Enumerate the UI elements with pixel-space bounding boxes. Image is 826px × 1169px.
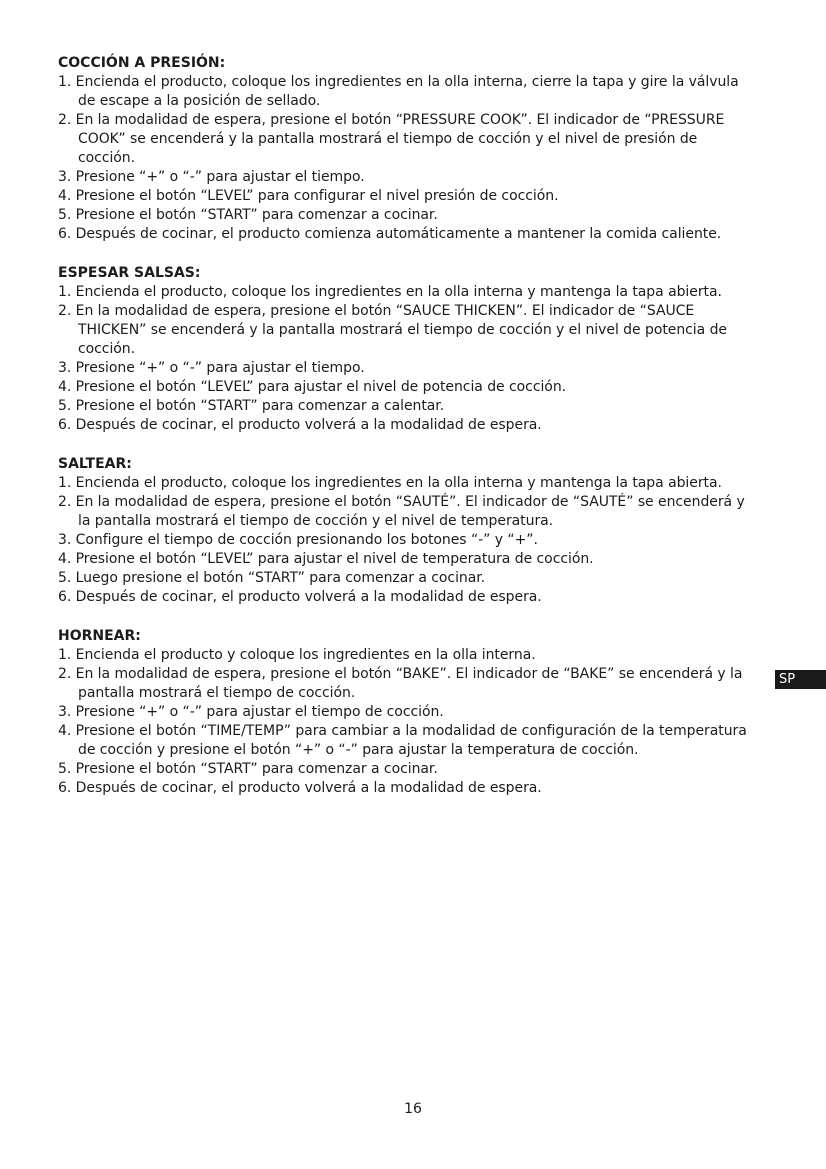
step-item: 6. Después de cocinar, el producto volverá a la modalidad de espera. [58, 589, 542, 605]
step-item: 2. En la modalidad de espera, presione el botón “BAKE”. El indicador de “BAKE” se encenderá y la pantalla mostrará el tiempo de cocción. [58, 666, 743, 701]
step-item: 2. En la modalidad de espera, presione el botón “SAUCE THICKEN”. El indicador de “SAUCE THICKEN” se encenderá y la pantalla mostrará el tiempo de cocción y el nivel de potencia de cocción. [58, 303, 727, 357]
steps-list [58, 474, 758, 607]
step-item: 3. Presione “+” o “-” para ajustar el tiempo de cocción. [58, 704, 444, 720]
section-heading: SALTEAR: [58, 456, 132, 472]
step-item: 6. Después de cocinar, el producto volverá a la modalidad de espera. [58, 417, 542, 433]
step-item: 6. Después de cocinar, el producto volverá a la modalidad de espera. [58, 780, 542, 796]
step-item: 1. Encienda el producto y coloque los ingredientes en la olla interna. [58, 647, 536, 663]
step-item: 3. Configure el tiempo de cocción presionando los botones “-” y “+”. [58, 532, 538, 548]
section-heading: HORNEAR: [58, 628, 141, 644]
step-item: 5. Luego presione el botón “START” para comenzar a cocinar. [58, 570, 486, 586]
page-number: 16 [404, 1101, 422, 1117]
step-item: 1. Encienda el producto, coloque los ingredientes en la olla interna y mantenga la tapa abierta. [58, 284, 722, 300]
step-item: 3. Presione “+” o “-” para ajustar el tiempo. [58, 360, 365, 376]
steps-list [58, 283, 758, 435]
section-heading: COCCIÓN A PRESIÓN: [58, 55, 226, 71]
steps-list [58, 73, 758, 244]
step-item: 1. Encienda el producto, coloque los ingredientes en la olla interna, cierre la tapa y gire la válvula de escape a la posición de sellado. [58, 74, 739, 109]
step-item: 1. Encienda el producto, coloque los ingredientes en la olla interna y mantenga la tapa abierta. [58, 475, 722, 491]
steps-list [58, 646, 758, 798]
step-item: 4. Presione el botón “LEVEL” para ajustar el nivel de potencia de cocción. [58, 379, 567, 395]
language-tab: SP [775, 670, 826, 689]
step-item: 3. Presione “+” o “-” para ajustar el tiempo. [58, 169, 365, 185]
step-item: 4. Presione el botón “LEVEL” para configurar el nivel presión de cocción. [58, 188, 559, 204]
step-item: 2. En la modalidad de espera, presione el botón “PRESSURE COOK”. El indicador de “PRESSURE COOK” se encenderá y la pantalla mostrará el tiempo de cocción y el nivel de presión de cocción. [58, 112, 725, 166]
section-hornear [58, 627, 758, 798]
section-saltear [58, 455, 758, 607]
section-coccion-a-presion [58, 54, 758, 244]
step-item: 5. Presione el botón “START” para comenzar a cocinar. [58, 207, 438, 223]
step-item: 2. En la modalidad de espera, presione el botón “SAUTÉ”. El indicador de “SAUTÉ” se encenderá y la pantalla mostrará el tiempo de cocción y el nivel de temperatura. [58, 494, 745, 529]
step-item: 5. Presione el botón “START” para comenzar a cocinar. [58, 761, 438, 777]
section-heading: ESPESAR SALSAS: [58, 265, 201, 281]
step-item: 4. Presione el botón “TIME/TEMP” para cambiar a la modalidad de configuración de la temperatura de cocción y presione el botón “+” o “-” para ajustar la temperatura de cocción. [58, 723, 747, 758]
section-espesar-salsas [58, 264, 758, 435]
step-item: 4. Presione el botón “LEVEL” para ajustar el nivel de temperatura de cocción. [58, 551, 594, 567]
page-content [58, 54, 758, 818]
step-item: 5. Presione el botón “START” para comenzar a calentar. [58, 398, 445, 414]
step-item: 6. Después de cocinar, el producto comienza automáticamente a mantener la comida caliente. [58, 226, 722, 242]
